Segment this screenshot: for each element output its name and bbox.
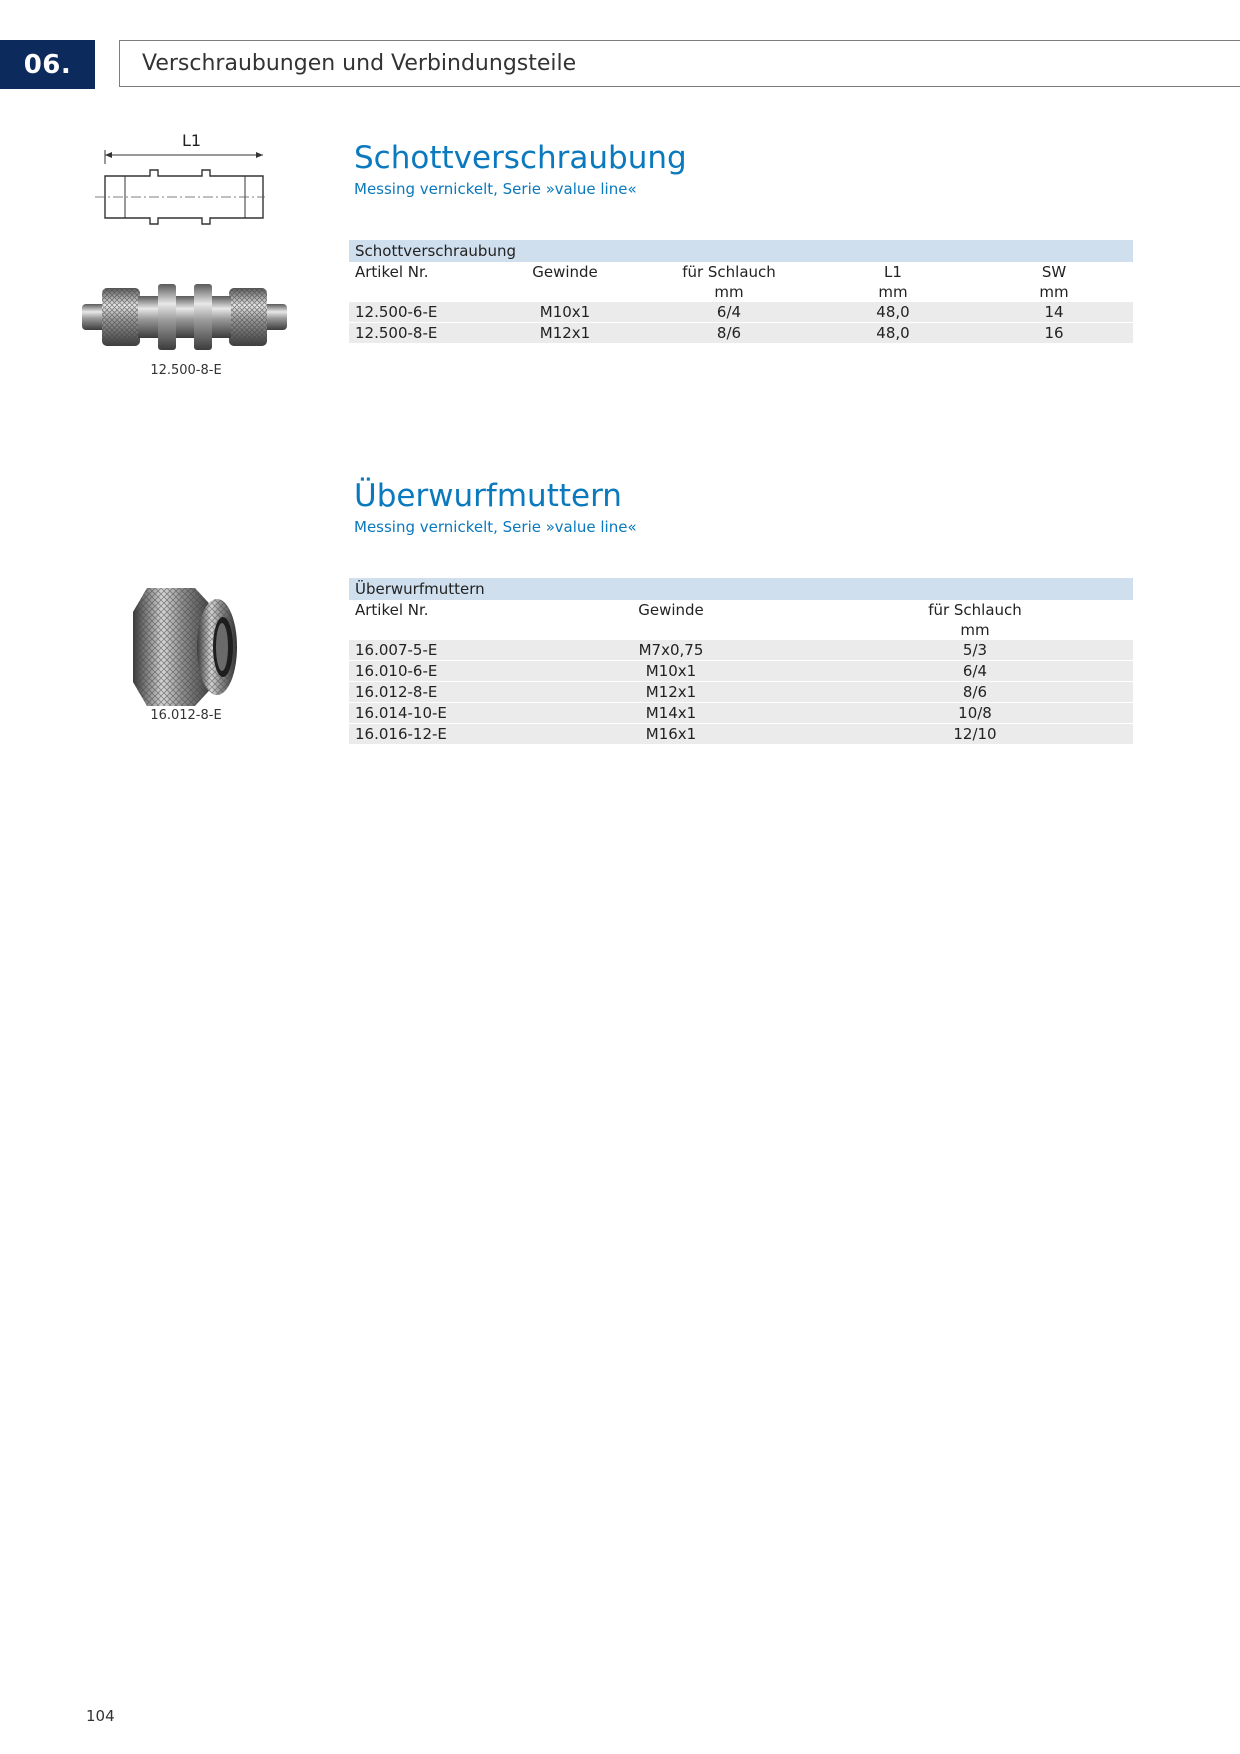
column-header: L1 — [884, 263, 902, 281]
table-row — [349, 323, 1133, 343]
thread: M10x1 — [525, 661, 817, 681]
hose-size: 10/8 — [817, 703, 1133, 723]
hose-size: 6/4 — [817, 661, 1133, 681]
hose-size: 8/6 — [817, 682, 1133, 702]
article-number: 16.010-6-E — [349, 661, 525, 681]
column-unit: mm — [960, 621, 990, 639]
column-unit — [483, 282, 647, 302]
thread: M12x1 — [483, 323, 647, 343]
table-caption: Überwurfmuttern — [349, 578, 1133, 600]
column-unit: mm — [1039, 283, 1069, 301]
article-number: 12.500-6-E — [349, 302, 483, 322]
table-row — [349, 302, 1133, 322]
dimension-label-l1: L1 — [182, 131, 202, 150]
hose-size: 12/10 — [817, 724, 1133, 744]
image-caption: 12.500-8-E — [150, 363, 222, 378]
article-number: 16.014-10-E — [349, 703, 525, 723]
section-title: Überwurfmuttern — [354, 478, 622, 514]
section-subtitle: Messing vernickelt, Serie »value line« — [354, 180, 637, 198]
column-unit: mm — [878, 283, 908, 301]
column-header: für Schlauch — [928, 601, 1022, 619]
table-row — [349, 703, 1133, 723]
length-l1: 48,0 — [811, 302, 975, 322]
column-unit: mm — [714, 283, 744, 301]
thread: M7x0,75 — [525, 640, 817, 660]
table-caption: Schottverschraubung — [349, 240, 1133, 262]
article-number: 16.012-8-E — [349, 682, 525, 702]
column-header: SW — [1041, 263, 1067, 281]
image-caption: 16.012-8-E — [150, 708, 222, 723]
thread: M16x1 — [525, 724, 817, 744]
column-header: Artikel Nr. — [355, 601, 429, 619]
length-l1: 48,0 — [811, 323, 975, 343]
hose-size: 5/3 — [817, 640, 1133, 660]
page-number: 104 — [86, 1707, 115, 1725]
column-header: für Schlauch — [682, 263, 776, 281]
column-header: Gewinde — [532, 263, 598, 281]
page-header — [119, 40, 1240, 87]
column-header: Artikel Nr. — [355, 263, 429, 281]
page-title: Verschraubungen und Verbindungsteile — [142, 51, 577, 76]
product-photo-ueberwurfmutter — [125, 582, 245, 712]
spec-table-schottverschraubung — [349, 240, 1133, 343]
thread: M12x1 — [525, 682, 817, 702]
table-row — [349, 661, 1133, 681]
section-subtitle: Messing vernickelt, Serie »value line« — [354, 518, 637, 536]
thread: M10x1 — [483, 302, 647, 322]
table-row — [349, 724, 1133, 744]
column-unit — [349, 282, 483, 302]
column-unit — [349, 620, 525, 640]
wrench-size: 16 — [975, 323, 1133, 343]
hose-size: 8/6 — [647, 323, 811, 343]
table-row — [349, 640, 1133, 660]
hose-size: 6/4 — [647, 302, 811, 322]
table-row — [349, 682, 1133, 702]
thread: M14x1 — [525, 703, 817, 723]
column-unit — [525, 620, 817, 640]
article-number: 16.016-12-E — [349, 724, 525, 744]
column-header: Gewinde — [638, 601, 704, 619]
article-number: 12.500-8-E — [349, 323, 483, 343]
product-photo-schottverschraubung — [82, 280, 287, 360]
spec-table-ueberwurfmuttern — [349, 578, 1133, 744]
article-number: 16.007-5-E — [349, 640, 525, 660]
technical-drawing-schottverschraubung — [95, 130, 265, 225]
section-title: Schottverschraubung — [354, 140, 687, 176]
chapter-number: 06. — [0, 40, 95, 89]
wrench-size: 14 — [975, 302, 1133, 322]
